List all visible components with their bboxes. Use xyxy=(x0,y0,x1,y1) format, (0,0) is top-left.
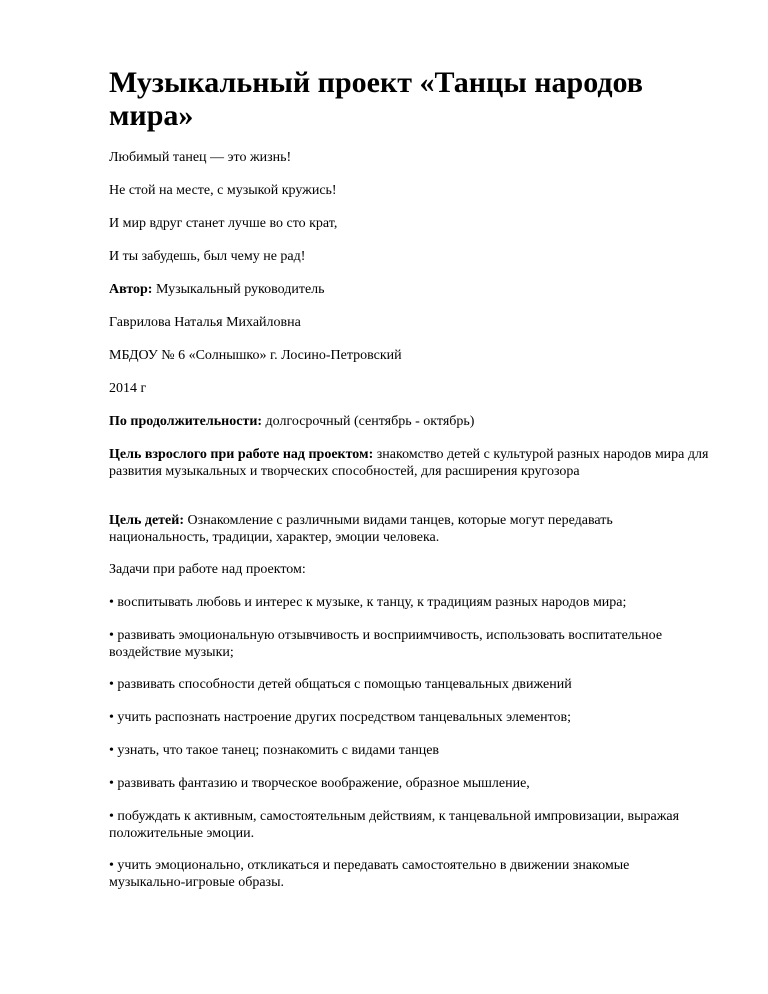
author-role: Музыкальный руководитель xyxy=(155,282,325,297)
poem-line: И ты забудешь, был чему не рад! xyxy=(109,249,306,264)
author-line xyxy=(109,282,709,299)
children-goal-text: Ознакомление с различными видами танцев, которые могут передавать национальность, традиции, характер, эмоции человека. xyxy=(109,513,613,545)
tasks-heading: Задачи при работе над проектом: xyxy=(109,562,306,577)
author-name: Гаврилова Наталья Михайловна xyxy=(109,315,301,330)
page-title: Музыкальный проект «Танцы народов мира» xyxy=(109,66,643,132)
author-org: МБДОУ № 6 «Солнышко» г. Лосино-Петровский xyxy=(109,348,402,363)
adult-goal-text: знакомство детей с культурой разных народов мира для развития музыкальных и творческих способностей, для расширения кругозора xyxy=(109,447,709,479)
children-goal-paragraph xyxy=(109,513,709,546)
children-goal-label: Цель детей: xyxy=(109,513,184,528)
poem-line: Любимый танец — это жизнь! xyxy=(109,150,292,165)
task-item: • развивать фантазию и творческое воображение, образное мышление, xyxy=(109,776,530,791)
author-label: Автор: xyxy=(109,282,153,297)
task-item: • развивать эмоциональную отзывчивость и восприимчивость, использовать воспитательное воздействие музыки; xyxy=(109,628,663,660)
poem-line: Не стой на месте, с музыкой кружись! xyxy=(109,183,337,198)
task-item: • развивать способности детей общаться с помощью танцевальных движений xyxy=(109,677,572,692)
task-item: • побуждать к активным, самостоятельным действиям, к танцевальной импровизации, выражая положительные эмоции. xyxy=(109,809,680,841)
year: 2014 г xyxy=(109,381,147,396)
adult-goal-label: Цель взрослого при работе над проектом: xyxy=(109,447,374,462)
duration-label: По продолжительности: xyxy=(109,414,263,429)
task-item: • учить эмоционально, откликаться и передавать самостоятельно в движении знакомые музыкально-игровые образы. xyxy=(109,858,630,890)
duration-value: долгосрочный (сентябрь - октябрь) xyxy=(265,414,475,429)
poem-line: И мир вдруг станет лучше во сто крат, xyxy=(109,216,338,231)
adult-goal-paragraph xyxy=(109,447,709,480)
task-item: • узнать, что такое танец; познакомить с видами танцев xyxy=(109,743,440,758)
duration-line xyxy=(109,414,709,431)
task-item: • воспитывать любовь и интерес к музыке, к танцу, к традициям разных народов мира; xyxy=(109,595,627,610)
task-item: • учить распознать настроение других посредством танцевальных элементов; xyxy=(109,710,572,725)
